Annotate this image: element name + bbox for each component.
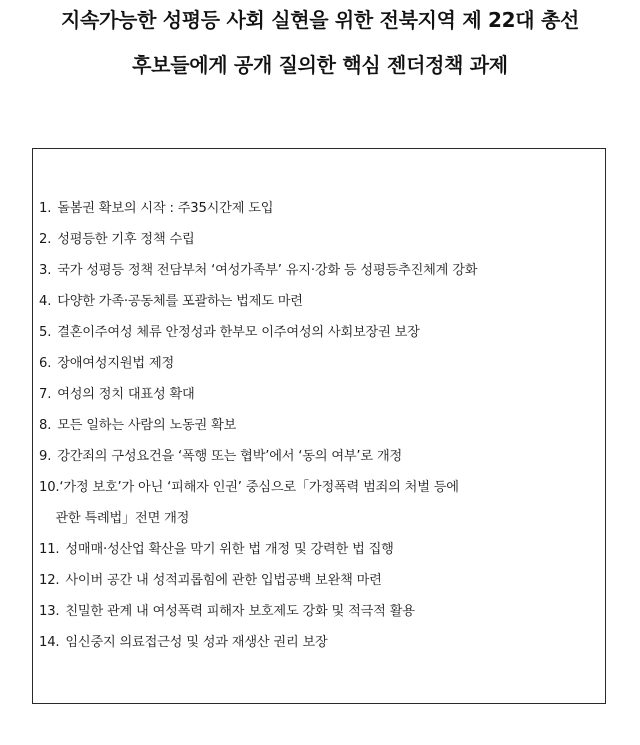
item-number: 2. [39,232,52,247]
list-item [39,472,605,534]
item-text-line-2: 관한 특례법」전면 개정 [55,511,190,526]
policy-list [39,193,605,658]
item-number: 6. [39,356,52,371]
list-item [39,410,605,441]
item-text: 강간죄의 구성요건을 ‘폭행 또는 협박’에서 ‘동의 여부’로 개정 [57,449,403,464]
list-item [39,565,605,596]
item-number: 10. [39,480,60,495]
title-line-1: 지속가능한 성평등 사회 실현을 위한 전북지역 제 22대 총선 [61,8,579,32]
list-item [39,193,605,224]
item-text: 모든 일하는 사람의 노동권 확보 [57,418,237,433]
item-number: 3. [39,263,52,278]
list-item [39,534,605,565]
item-number: 13. [39,604,60,619]
list-item [39,286,605,317]
document-title [0,8,640,77]
title-line-2: 후보들에게 공개 질의한 핵심 젠더정책 과제 [132,53,508,77]
item-text: 사이버 공간 내 성적괴롭힘에 관한 입법공백 보완책 마련 [65,573,382,588]
item-text: 성매매·성산업 확산을 막기 위한 법 개정 및 강력한 법 집행 [65,542,394,557]
item-number: 4. [39,294,52,309]
item-number: 9. [39,449,52,464]
item-number: 1. [39,201,52,216]
item-number: 12. [39,573,60,588]
item-text: 임신중지 의료접근성 및 성과 재생산 권리 보장 [65,635,328,650]
list-item [39,627,605,658]
item-text-line-1: ‘가정 보호’가 아닌 ‘피해자 인권’ 중심으로「가정폭력 범죄의 처벌 등에 [59,480,459,495]
list-item [39,255,605,286]
list-item [39,441,605,472]
item-number: 5. [39,325,52,340]
list-item [39,317,605,348]
list-item [39,596,605,627]
item-number: 14. [39,635,60,650]
list-item [39,348,605,379]
list-item [39,379,605,410]
item-number: 7. [39,387,52,402]
item-text: 친밀한 관계 내 여성폭력 피해자 보호제도 강화 및 적극적 활용 [65,604,415,619]
item-text [55,472,605,534]
item-text: 돌봄권 확보의 시작 : 주35시간제 도입 [57,201,274,216]
item-number: 11. [39,542,60,557]
item-text: 국가 성평등 정책 전담부처 ‘여성가족부’ 유지·강화 등 성평등추진체계 강화 [57,263,478,278]
item-text: 결혼이주여성 체류 안정성과 한부모 이주여성의 사회보장권 보장 [57,325,420,340]
item-text: 장애여성지원법 제정 [57,356,175,371]
item-text: 여성의 정치 대표성 확대 [57,387,195,402]
item-text: 성평등한 기후 정책 수립 [57,232,195,247]
policy-list-box [32,148,606,704]
item-text: 다양한 가족·공동체를 포괄하는 법제도 마련 [57,294,303,309]
item-number: 8. [39,418,52,433]
list-item [39,224,605,255]
